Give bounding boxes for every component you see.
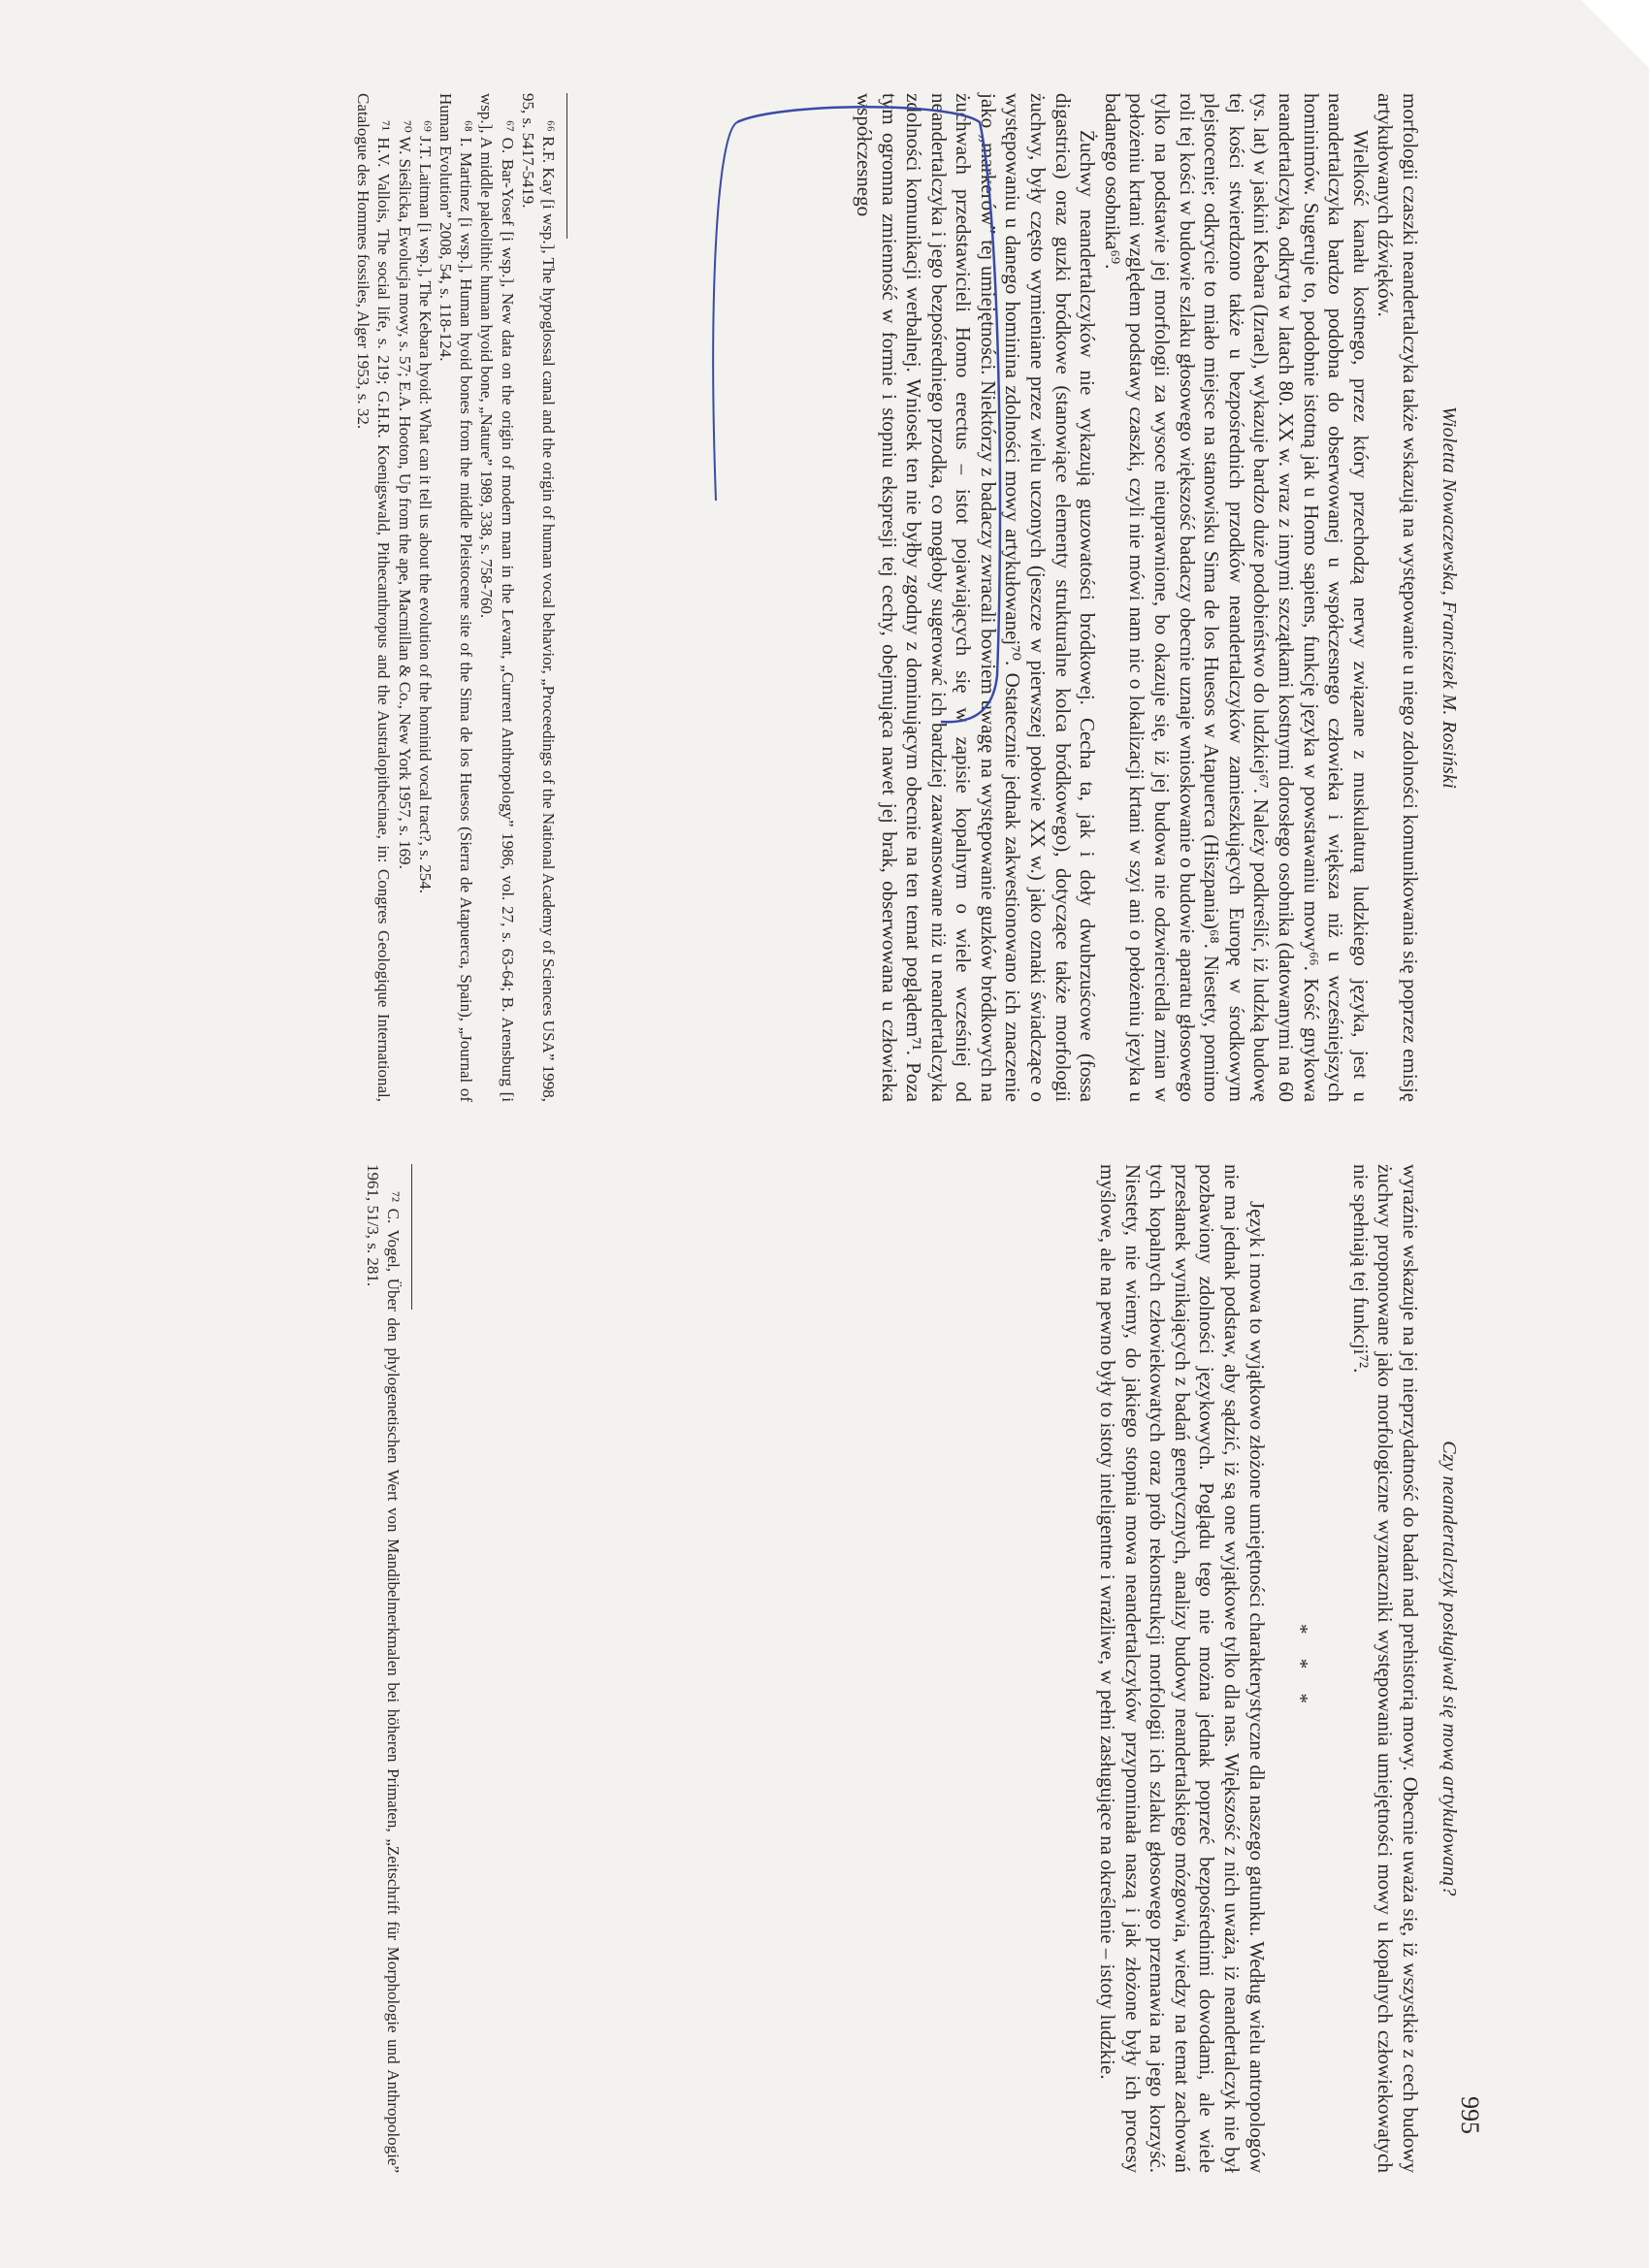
left-running-header: Wioletta Nowaczewska, Franciszek M. Rosiński [1439, 405, 1460, 790]
section-separator: * * * [1289, 1624, 1313, 1713]
footnote-rule [566, 93, 567, 239]
right-page [0, 1164, 1649, 2173]
footnote-67: ⁶⁷ O. Bar-Yosef [i wsp.], New data on the origin of modern man in the Levant, „Current Anthropology” 1986, vol. 27, s. 63-64; B. Arensburg [i wsp.], A middle paleolithic human hyoid bone, „Nature” 1989, 338, s. 758-760. [477, 93, 517, 1102]
right-footnotes [363, 1164, 412, 2173]
right-paragraph-2: Język i mowa to wyjątkowo złożone umiejętności charakterystyczne dla naszego gatunku. Według wielu antropologów nie ma jednak podstaw, aby sądzić, iż są one wyjątkowe tylko dla nas. Większość z nich uważa, iż neandertalczyk nie był pozbawiony zdolności językowych. Poglądu tego nie można jednak poprzeć bezpośrednimi dowodami, ale wiele przesłanek wynikających z badań genetycznych, analizy budowy neandertalskiego mózgowia, wiedzy na temat zachowań tych kopalnych człowiekowatych oraz prób rekonstrukcji morfologii ich szlaku głosowego przemawia na jego korzyść. Niestety, nie wiemy, do jakiego stopnia mowa neandertalczyków przypominała naszą i jak złożone były ich procesy myślowe, ale na pewno były to istoty inteligentne i wrażliwe, w pełni zasługujące na określenie – istoty ludzkie. [1096, 1164, 1269, 2173]
right-body-text [1094, 1164, 1422, 2173]
left-paragraph-2: Wielkość kanału kostnego, przez który przechodzą nerwy związane z muskulaturą ludzkiego języka, jest u neandertalczyka bardzo podobna do obserwowanej u współczesnego człowieka i większa niż u wcześniejszych hominimów. Sugeruje to, podobnie istotną jak u Homo sapiens, funkcję języka w powstawaniu mowy⁶⁶. Kość gnykowa neandertalczyka, odkryta w latach 80. XX w. wraz z innymi szczątkami kostnymi dorosłego osobnika (datowanymi na 60 tys. lat) w jaskini Kebara (Izrael), wykazuje bardzo duże podobieństwo do ludzkiej⁶⁷. Należy podkreślić, iż ludzką budowę tej kości stwierdzono także u bezpośrednich przodków neandertalczyków zamieszkujących Europę w środkowym plejstocenie; odkrycie to miało miejsce na stanowisku Sima de los Huesos w Atapuerca (Hiszpania)⁶⁸. Niestety, pomimo roli tej kości w budowie szlaku głosowego większość badaczy obecnie uznaje wnioskowanie o budowie aparatu głosowego tylko na podstawie jej morfologii za wysoce nieuprawnione, bo okazuje się, iż jej budowa nie odzwierciedla zmian w położeniu krtani względem podstawy czaszki, czyli nie mówi nam nic o lokalizacji krtani w szyi ani o położeniu języka u badanego osobnika⁶⁹. [1100, 93, 1373, 1102]
footnote-70: ⁷⁰ W. Sieślicka, Ewolucja mowy, s. 57; E.A. Hooton, Up from the ape, Macmillan & Co., New York 1957, s. 169. [395, 120, 414, 869]
left-paragraph-1: morfologii czaszki neandertalczyka także wskazują na występowanie u niego zdolności komunikowania się poprzez emisję artykułowanych dźwięków. [1374, 93, 1422, 1102]
right-paragraph-1: wyraźnie wskazuje na jej nieprzydatność do badań nad prehistorią mowy. Obecnie uważa się, iż wszystkie z cech budowy żuchwy proponowane jako morfologiczne wyznaczniki występowania umiejętności mowy u kopalnych człowiekowatych nie spełniają tej funkcji⁷². [1348, 1164, 1422, 2173]
footnote-68: ⁶⁸ I. Martinez [i wsp.], Human hyoid bones from the middle Pleistocene site of the Sima de los Huesos (Sierra de Atapuerca, Spain), „Journal of Human Evolution” 2008, 54, s. 118-124. [436, 93, 476, 1102]
footnote-rule [411, 1164, 412, 1310]
footnote-71: ⁷¹ H.V. Vallois, The social life, s. 219; G.H.R. Koenigswald, Pithecanthropus and the Australopithecinae, in: Congres Geologique International, Catalogue des Hommes fossiles, Alger 1953, s. 32. [354, 93, 394, 1102]
page-number: 995 [1456, 2096, 1484, 2134]
left-footnotes [353, 93, 567, 1102]
right-running-header: Czy neandertalczyk posługiwał się mową artykułowaną? [1439, 1441, 1460, 1896]
footnote-69: ⁶⁹ J.T. Laitman [i wsp.], The Kebara hyoid: What can it tell us about the evolution of the hominid vocal tract?, s. 254. [415, 120, 435, 893]
footnote-72: ⁷² C. Vogel, Über den phylogenetischen Wert von Mandibelmerkmalen bei höheren Primaten, „Zeitschrift für Morphologie und Anthropologie” 1961, 51/3, s. 281. [363, 1164, 403, 2173]
left-body-text [851, 93, 1422, 1102]
footnote-66: ⁶⁶ R.F. Kay [i wsp.], The hypoglossal canal and the origin of human vocal behavior, „Proceedings of the National Academy of Sciences USA” 1998, 95, s. 5417-5419. [518, 93, 558, 1102]
left-paragraph-3: Żuchwy neandertalczyków nie wykazują guzowatości bródkowej. Cecha ta, jak i doły dwubrzuścowe (fossa digastrica) oraz guzki bródkowe (stanowiące elementy strukturalne kolca bródkowego), dotyczące także morfologii żuchwy, były często wymieniane przez wielu uczonych (jeszcze w pierwszej połowie XX w.) jako oznaki świadczące o występowaniu u danego hominina zdolności mowy artykułowanej⁷⁰. Ostatecznie jednak zakwestionowano ich znaczenie jako „markerów” tej umiejętności. Niektórzy z badaczy zwracali bowiem uwagę na występowanie guzków bródkowych na żuchwach przedstawicieli Homo erectus – istot pojawiających się w zapisie kopalnym o wiele wcześniej od neandertalczyka i jego bezpośredniego przodka, co mogłoby sugerować ich bardziej zaawansowane niż u neandertalczyka zdolności komunikacji werbalnej. Wniosek ten nie byłby zgodny z dominującym obecnie na ten temat poglądem⁷¹. Poza tym ogromna zmienność w formie i stopniu ekspresji tej cechy, obejmująca nawet jej brak, obserwowana u człowieka współczesnego [852, 93, 1100, 1102]
left-page [0, 93, 1649, 1102]
